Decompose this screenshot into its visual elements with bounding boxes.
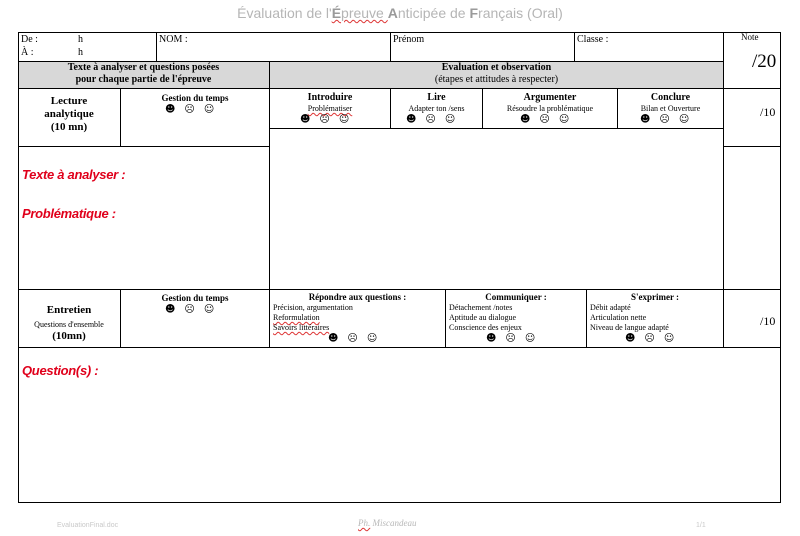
argumenter-faces: ☻☹☺	[520, 114, 579, 125]
lecture-label-1: Lecture	[50, 95, 88, 107]
left-header-line1: Texte à analyser et questions posées	[67, 62, 220, 73]
entretien-gestion-faces: ☻☹☺	[165, 304, 224, 315]
lire-faces: ☻☹☺	[406, 114, 465, 125]
introduire-faces: ☻☹☺	[300, 114, 359, 125]
de-hour: h	[78, 34, 83, 45]
questions-label: Question(s) :	[22, 363, 99, 378]
problematique-label: Problématique :	[22, 206, 116, 221]
texte-a-analyser-label: Texte à analyser :	[22, 167, 126, 182]
conclure-faces: ☻☹☺	[640, 114, 699, 125]
entretien-label-2: Questions d'ensemble	[34, 320, 104, 329]
right-header-line1: Evaluation et observation	[441, 62, 552, 73]
argumenter-sub: Résoudre la problématique	[506, 104, 594, 113]
note-label: Note	[741, 32, 759, 42]
exprimer-item-3: Niveau de langue adapté	[590, 323, 669, 332]
lecture-label-3: (10 mn)	[50, 121, 88, 133]
prenom-label: Prénom	[393, 34, 425, 45]
exprimer-label: S'exprimer :	[630, 292, 680, 302]
lecture-label-2: analytique	[44, 108, 94, 120]
entretien-score: /10	[760, 314, 776, 328]
entretien-gestion: Gestion du temps	[161, 293, 229, 303]
entretien-label-1: Entretien	[46, 304, 92, 316]
classe-label: Classe :	[577, 34, 609, 45]
argumenter-label: Argumenter	[523, 92, 577, 103]
communiquer-item-2: Aptitude au dialogue	[449, 313, 517, 322]
introduire-sub: Problématiser	[307, 104, 353, 113]
lecture-gestion: Gestion du temps	[161, 93, 229, 103]
repondre-item-2: Reformulation	[273, 313, 320, 322]
lecture-gestion-faces: ☻☹☺	[165, 104, 224, 115]
footer-filename: EvaluationFinal.doc	[57, 522, 119, 529]
entretien-label-3: (10mn)	[52, 330, 86, 342]
lecture-score: /10	[760, 105, 776, 119]
communiquer-item-3: Conscience des enjeux	[449, 323, 522, 332]
communiquer-faces: ☻☹☺	[486, 333, 545, 344]
right-header-line2: (étapes et attitudes à respecter)	[434, 74, 559, 85]
footer-page: 1/1	[696, 522, 706, 529]
conclure-sub: Bilan et Ouverture	[640, 104, 701, 113]
left-header-line2: pour chaque partie de l'épreuve	[75, 74, 212, 85]
exprimer-item-2: Articulation nette	[590, 313, 647, 322]
lire-sub: Adapter ton /sens	[408, 104, 465, 113]
nom-label: NOM :	[159, 34, 188, 45]
exprimer-item-1: Débit adapté	[590, 303, 631, 312]
repondre-item-3: Savoirs littéraires	[273, 323, 330, 332]
de-label: De :	[21, 34, 38, 45]
repondre-faces: ☻☹☺	[328, 333, 387, 344]
introduire-label: Introduire	[307, 92, 353, 103]
communiquer-label: Communiquer :	[485, 292, 547, 302]
conclure-label: Conclure	[650, 92, 691, 103]
lire-label: Lire	[427, 92, 446, 103]
a-hour: h	[78, 47, 83, 58]
exprimer-faces: ☻☹☺	[625, 333, 684, 344]
repondre-item-1: Précision, argumentation	[273, 303, 353, 312]
document-title: Évaluation de l'Épreuve Anticipée de Français (Oral)	[237, 5, 563, 21]
repondre-label: Répondre aux questions :	[308, 292, 407, 302]
footer-author: Ph. Miscandeau	[358, 518, 417, 528]
note-total: /20	[752, 51, 777, 72]
a-label: À :	[21, 47, 34, 58]
communiquer-item-1: Détachement /notes	[449, 303, 513, 312]
